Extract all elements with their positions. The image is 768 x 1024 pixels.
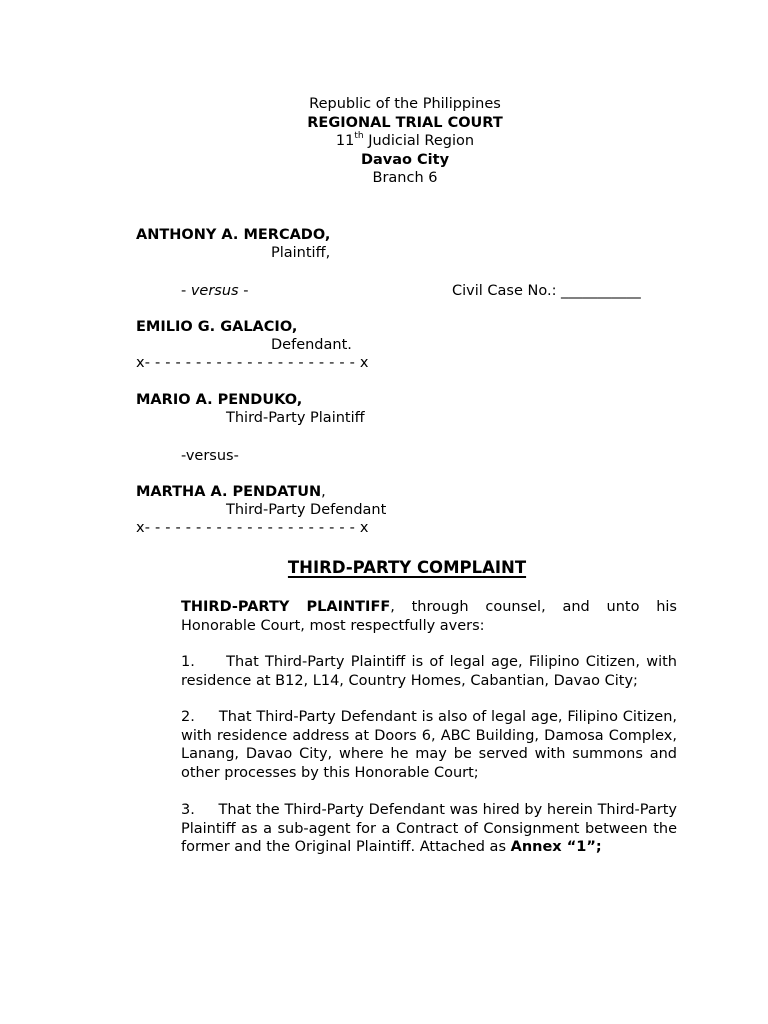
judicial-region: 11th Judicial Region	[335, 131, 475, 149]
caption-separator-2: x- - - - - - - - - - - - - - - - - - - - - x	[136, 520, 369, 536]
plaintiff-name: ANTHONY A. MERCADO,	[136, 227, 331, 243]
versus-label: - versus -	[181, 283, 249, 299]
court-header	[0, 95, 768, 188]
versus-label-2: -versus-	[181, 448, 239, 464]
paragraph-3: 3. That the Third-Party Defendant was hired by herein Third-Party Plaintiff as a sub-agent for a Contract of Consignment between the former and the Original Plaintiff. Attached as Annex “1”;	[181, 802, 677, 856]
third-party-plaintiff-name: MARIO A. PENDUKO,	[136, 392, 303, 408]
caption-separator: x- - - - - - - - - - - - - - - - - - - - - x	[136, 355, 369, 371]
republic-line: Republic of the Philippines	[309, 96, 501, 112]
court-name: REGIONAL TRIAL COURT	[307, 114, 503, 131]
defendant-name: EMILIO G. GALACIO,	[136, 319, 298, 335]
document-title: THIRD-PARTY COMPLAINT	[287, 558, 527, 577]
third-party-plaintiff-role: Third-Party Plaintiff	[226, 410, 365, 426]
plaintiff-role: Plaintiff,	[271, 245, 331, 261]
defendant-role: Defendant.	[271, 337, 352, 353]
city-line: Davao City	[360, 151, 450, 168]
civil-case-number: Civil Case No.: ___________	[452, 283, 641, 299]
intro-paragraph: THIRD-PARTY PLAINTIFF, through counsel, and unto his Honorable Court, most respectfully avers:	[181, 599, 677, 634]
third-party-defendant-name: MARTHA A. PENDATUN,	[136, 484, 326, 500]
paragraph-1: 1. That Third-Party Plaintiff is of legal age, Filipino Citizen, with residence at B12, L14, Country Homes, Cabantian, Davao City;	[181, 654, 677, 689]
branch-line: Branch 6	[372, 170, 438, 186]
third-party-defendant-role: Third-Party Defendant	[226, 502, 387, 518]
paragraph-2: 2. That Third-Party Defendant is also of legal age, Filipino Citizen, with residence address at Doors 6, ABC Building, Damosa Complex, Lanang, Davao City, where he may be served with summons and other processes by this Honorable Court;	[181, 709, 677, 781]
